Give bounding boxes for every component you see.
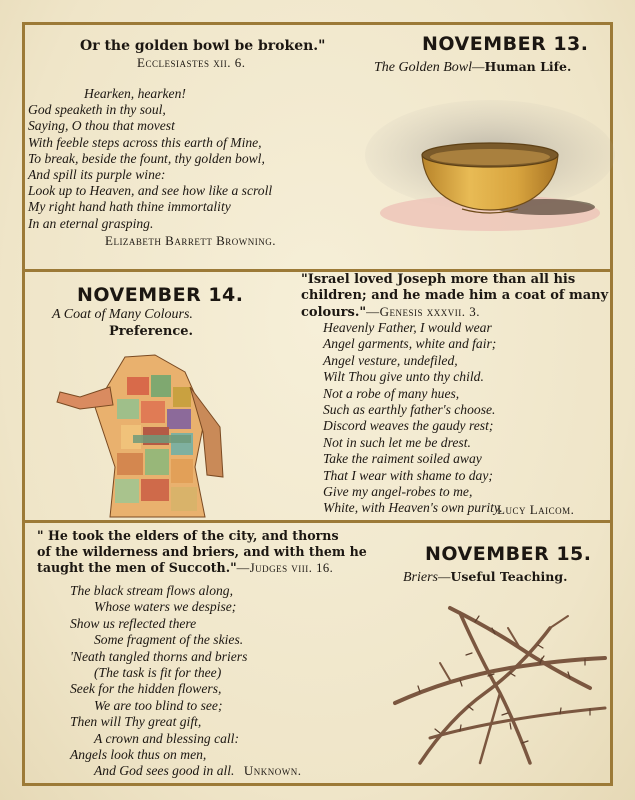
subtitle-gothic: Human Life. bbox=[484, 59, 572, 74]
briers-illustration bbox=[390, 598, 610, 773]
day-subtitle bbox=[403, 569, 567, 586]
subtitle-italic: The Golden Bowl— bbox=[374, 60, 485, 75]
poem-line: Wilt Thou give unto thy child. bbox=[323, 369, 484, 385]
poem-line: With feeble steps across this earth of Mine, bbox=[28, 134, 262, 150]
poem-author: Elizabeth Barrett Browning. bbox=[105, 233, 277, 248]
day-heading: NOVEMBER 13. bbox=[422, 33, 589, 55]
poem-line: To break, beside the fount, thy golden bowl, bbox=[28, 150, 265, 166]
poem-line: Heavenly Father, I would wear bbox=[323, 320, 492, 335]
day-heading: NOVEMBER 15. bbox=[425, 543, 592, 565]
epigraph-line: " He took the elders of the city, and thorns bbox=[37, 528, 339, 543]
poem-line: And spill its purple wine: bbox=[28, 167, 166, 183]
golden-bowl-illustration bbox=[370, 85, 610, 235]
poem-line: In an eternal grasping. bbox=[28, 215, 154, 231]
poem-line: Angel vesture, undefiled, bbox=[323, 352, 458, 368]
poem-line: Whose waters we despise; bbox=[94, 599, 237, 615]
day-subtitle: A Coat of Many Colours. bbox=[52, 307, 193, 322]
day-subtitle bbox=[374, 59, 571, 76]
poem bbox=[323, 320, 503, 517]
poem bbox=[70, 583, 302, 780]
day-theme: Preference. bbox=[109, 324, 194, 339]
poem-line: That I wear with shame to day; bbox=[323, 467, 493, 483]
poem-author: Unknown. bbox=[243, 763, 302, 779]
poem bbox=[28, 86, 272, 232]
poem-line: A crown and blessing call: bbox=[94, 730, 239, 746]
epigraph-line: of the wilderness and briers, and with them he bbox=[37, 544, 367, 559]
poem-line: We are too blind to see; bbox=[94, 697, 223, 713]
poem-line: God speaketh in thy soul, bbox=[28, 102, 166, 118]
coat-of-many-colours-illustration bbox=[55, 347, 245, 522]
scripture-reference: Ecclesiastes xii. 6. bbox=[137, 55, 246, 70]
scripture-reference: —Genesis xxxvii. 3. bbox=[366, 304, 481, 319]
poem-line: The black stream flows along, bbox=[70, 583, 233, 598]
poem-line: Discord weaves the gaudy rest; bbox=[323, 418, 494, 434]
section-november-15 bbox=[25, 523, 610, 783]
poem-line: Then will Thy great gift, bbox=[70, 714, 202, 730]
epigraph bbox=[37, 528, 367, 576]
section-november-14 bbox=[25, 272, 610, 520]
epigraph bbox=[301, 272, 608, 321]
poem-line: And God sees good in all. bbox=[94, 763, 235, 779]
subtitle-gothic: Useful Teaching. bbox=[450, 569, 568, 584]
poem-line: Saying, O thou that movest bbox=[28, 118, 175, 134]
epigraph: Or the golden bowl be broken." bbox=[80, 38, 326, 54]
epigraph-line: children; and he made him a coat of many bbox=[301, 288, 609, 303]
day-heading: NOVEMBER 14. bbox=[77, 284, 244, 306]
poem-line: Give my angel-robes to me, bbox=[323, 484, 473, 500]
poem-line: My right hand hath thine immortality bbox=[28, 199, 231, 215]
poem-line: 'Neath tangled thorns and briers bbox=[70, 648, 248, 664]
poem-line: Angels look thus on men, bbox=[70, 747, 207, 763]
poem-line: White, with Heaven's own purity. bbox=[323, 500, 503, 516]
poem-line: Take the raiment soiled away bbox=[323, 451, 482, 467]
epigraph-line: colours." bbox=[301, 305, 367, 320]
poem-line: Not a robe of many hues, bbox=[323, 385, 460, 401]
poem-line: Some fragment of the skies. bbox=[94, 632, 244, 648]
subtitle-italic: Briers— bbox=[403, 570, 451, 585]
poem-author: Lucy Laicom. bbox=[497, 502, 575, 517]
poem-line: Show us reflected there bbox=[70, 615, 197, 631]
poem-line: Look up to Heaven, and see how like a scroll bbox=[28, 183, 273, 199]
poem-line: Such as earthly father's choose. bbox=[323, 402, 496, 418]
poem-line: Hearken, hearken! bbox=[84, 86, 186, 101]
poem-line: (The task is fit for thee) bbox=[94, 665, 222, 681]
epigraph-line: taught the men of Succoth." bbox=[37, 560, 237, 575]
epigraph-line: "Israel loved Joseph more than all his bbox=[301, 272, 576, 287]
poem-line: Seek for the hidden flowers, bbox=[70, 681, 222, 697]
poem-line: Angel garments, white and fair; bbox=[323, 336, 497, 352]
section-november-13 bbox=[25, 25, 610, 269]
poem-line: Not in such let me be drest. bbox=[323, 434, 471, 450]
scripture-reference: —Judges viii. 16. bbox=[236, 561, 334, 575]
